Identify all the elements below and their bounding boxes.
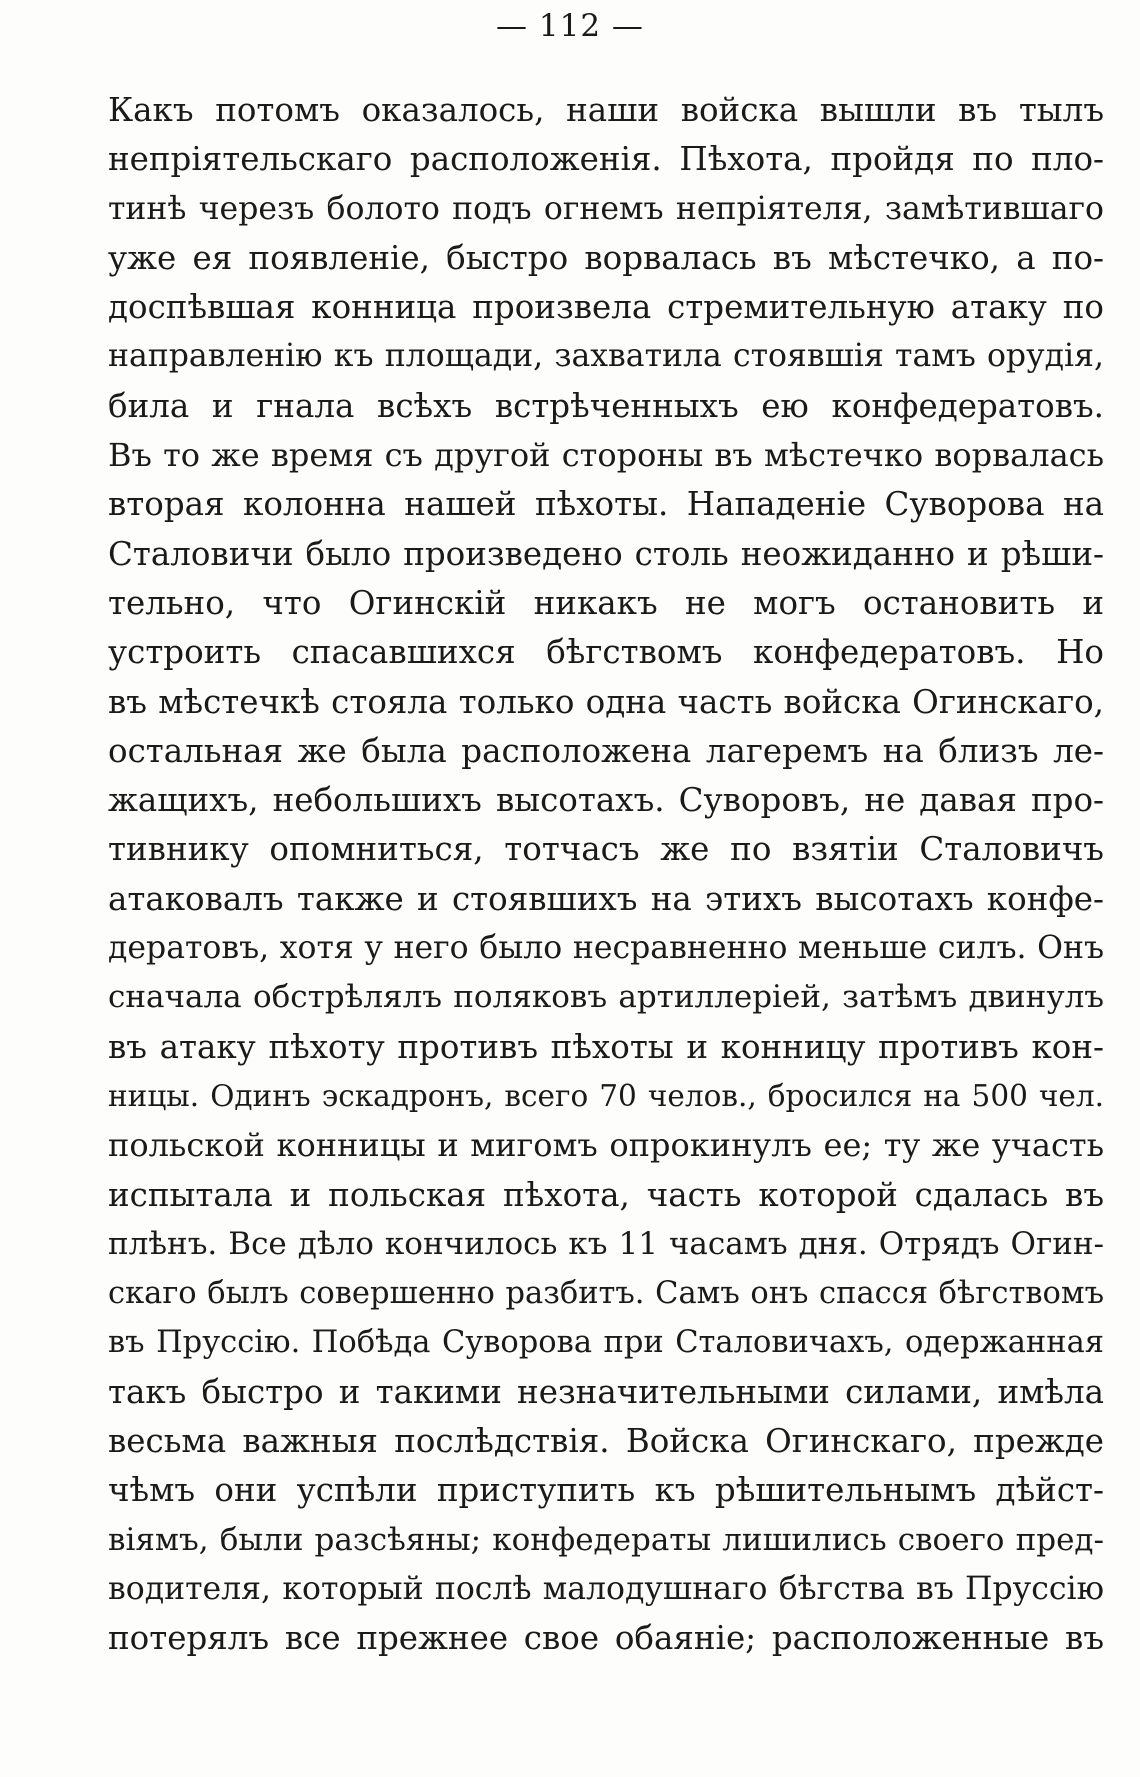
text-line: жащихъ, небольшихъ высотахъ. Суворовъ, не давая про- bbox=[108, 781, 1104, 820]
text-line: устроить спасавшихся бѣгствомъ конфедератовъ. Но bbox=[108, 633, 1104, 672]
body-text bbox=[108, 86, 1104, 1664]
text-line: испытала и польская пѣхота, часть которой сдалась въ bbox=[108, 1175, 1104, 1214]
text-line: Въ то же время съ другой стороны въ мѣстечко ворвалась bbox=[108, 436, 1104, 475]
text-line: скаго былъ совершенно разбитъ. Самъ онъ спасся бѣгствомъ bbox=[108, 1276, 1104, 1312]
page-number: — 112 — bbox=[496, 8, 644, 44]
text-line: тинѣ черезъ болото подъ огнемъ непріятеля, замѣтившаго bbox=[108, 190, 1104, 227]
text-line: остальная же была расположена лагеремъ на близъ ле- bbox=[108, 731, 1104, 770]
text-line: ницы. Одинъ эскадронъ, всего 70 челов., бросился на 500 чел. bbox=[108, 1078, 1104, 1113]
text-line: тельно, что Огинскій никакъ не могъ остановить и bbox=[108, 583, 1104, 622]
text-line: дератовъ, хотя у него было несравненно меньше силъ. Онъ bbox=[108, 930, 1104, 967]
text-line: направленію къ площади, захватила стоявшія тамъ орудія, bbox=[108, 338, 1104, 375]
text-line: Какъ потомъ оказалось, наши войска вышли въ тылъ bbox=[108, 91, 1104, 129]
text-line: тивнику опомниться, тотчасъ же по взятіи Сталовичъ bbox=[108, 830, 1104, 869]
text-line: въ атаку пѣхоту противъ пѣхоты и конницу противъ кон- bbox=[108, 1027, 1104, 1066]
text-line: въ Пруссію. Побѣда Суворова при Сталовичахъ, одержанная bbox=[108, 1325, 1104, 1361]
text-line: потерялъ все прежнее свое обаяніе; расположенные въ bbox=[108, 1619, 1104, 1658]
text-line: віямъ, были разсѣяны; конфедераты лишились своего пред- bbox=[108, 1521, 1104, 1558]
text-line: въ мѣстечкѣ стояла только одна часть войска Огинскаго, bbox=[108, 682, 1104, 721]
text-line: непріятельскаго расположенія. Пѣхота, пройдя по пло- bbox=[108, 140, 1104, 179]
text-line: вторая колонна нашей пѣхоты. Нападеніе Суворова на bbox=[108, 485, 1104, 524]
text-line: польской конницы и мигомъ опрокинулъ ее; ту же участь bbox=[108, 1126, 1104, 1165]
text-line: такъ быстро и такими незначительными силами, имѣла bbox=[108, 1372, 1104, 1411]
text-line: весьма важныя послѣдствія. Войска Огинскаго, прежде bbox=[108, 1422, 1104, 1461]
text-line: била и гнала всѣхъ встрѣченныхъ ею конфедератовъ. bbox=[108, 386, 1104, 425]
text-line: водителя, который послѣ малодушнаго бѣгства въ Пруссію bbox=[108, 1570, 1104, 1607]
text-line: сначала обстрѣлялъ поляковъ артиллеріей, затѣмъ двинулъ bbox=[108, 979, 1104, 1016]
text-line: атаковалъ также и стоявшихъ на этихъ высотахъ конфе- bbox=[108, 879, 1104, 918]
text-line: чѣмъ они успѣли приступить къ рѣшительнымъ дѣйст- bbox=[108, 1471, 1104, 1510]
text-line: плѣнъ. Все дѣло кончилось къ 11 часамъ дня. Отрядъ Огин- bbox=[108, 1225, 1104, 1262]
text-line: уже ея появленіе, быстро ворвалась въ мѣстечко, а по- bbox=[108, 238, 1104, 277]
text-line: доспѣвшая конница произвела стремительную атаку по bbox=[108, 288, 1104, 327]
text-line: Сталовичи было произведено столь неожиданно и рѣши- bbox=[108, 534, 1104, 573]
